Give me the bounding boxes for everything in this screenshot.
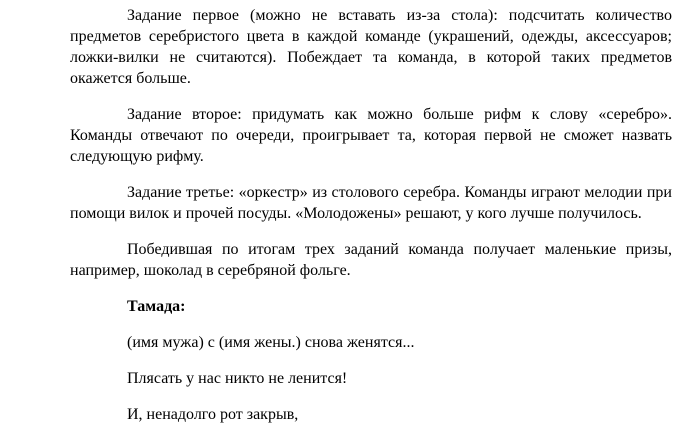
verse-line-3: И, ненадолго рот закрыв, <box>127 406 299 423</box>
paragraph-task-one: Задание первое (можно не вставать из-за стола): подсчитать количество предметов серебристого цвета в каждой команде (украшений, одежды, аксессуаров; ложки-вилки не считаются). Побеждает та команда, в которой таких предметов окажется больше. <box>70 7 672 87</box>
speaker-label: Тамада: <box>127 298 186 315</box>
verse-line-2: Плясать у нас никто не ленится! <box>127 370 348 387</box>
paragraph-task-two: Задание второе: придумать как можно больше рифм к слову «серебро». Команды отвечают по очереди, проигрывает та, которая первой не сможет назвать следующую рифму. <box>70 106 672 165</box>
verse-line-1: (имя мужа) с (имя жены.) снова женятся... <box>127 334 415 351</box>
document-page <box>70 5 672 440</box>
paragraph-task-three: Задание третье: «оркестр» из столового серебра. Команды играют мелодии при помощи вилок и прочей посуды. «Молодожены» решают, у кого лучше получилось. <box>70 184 672 222</box>
paragraph-winner-prizes: Победившая по итогам трех заданий команда получает маленькие призы, например, шоколад в серебряной фольге. <box>70 241 672 279</box>
